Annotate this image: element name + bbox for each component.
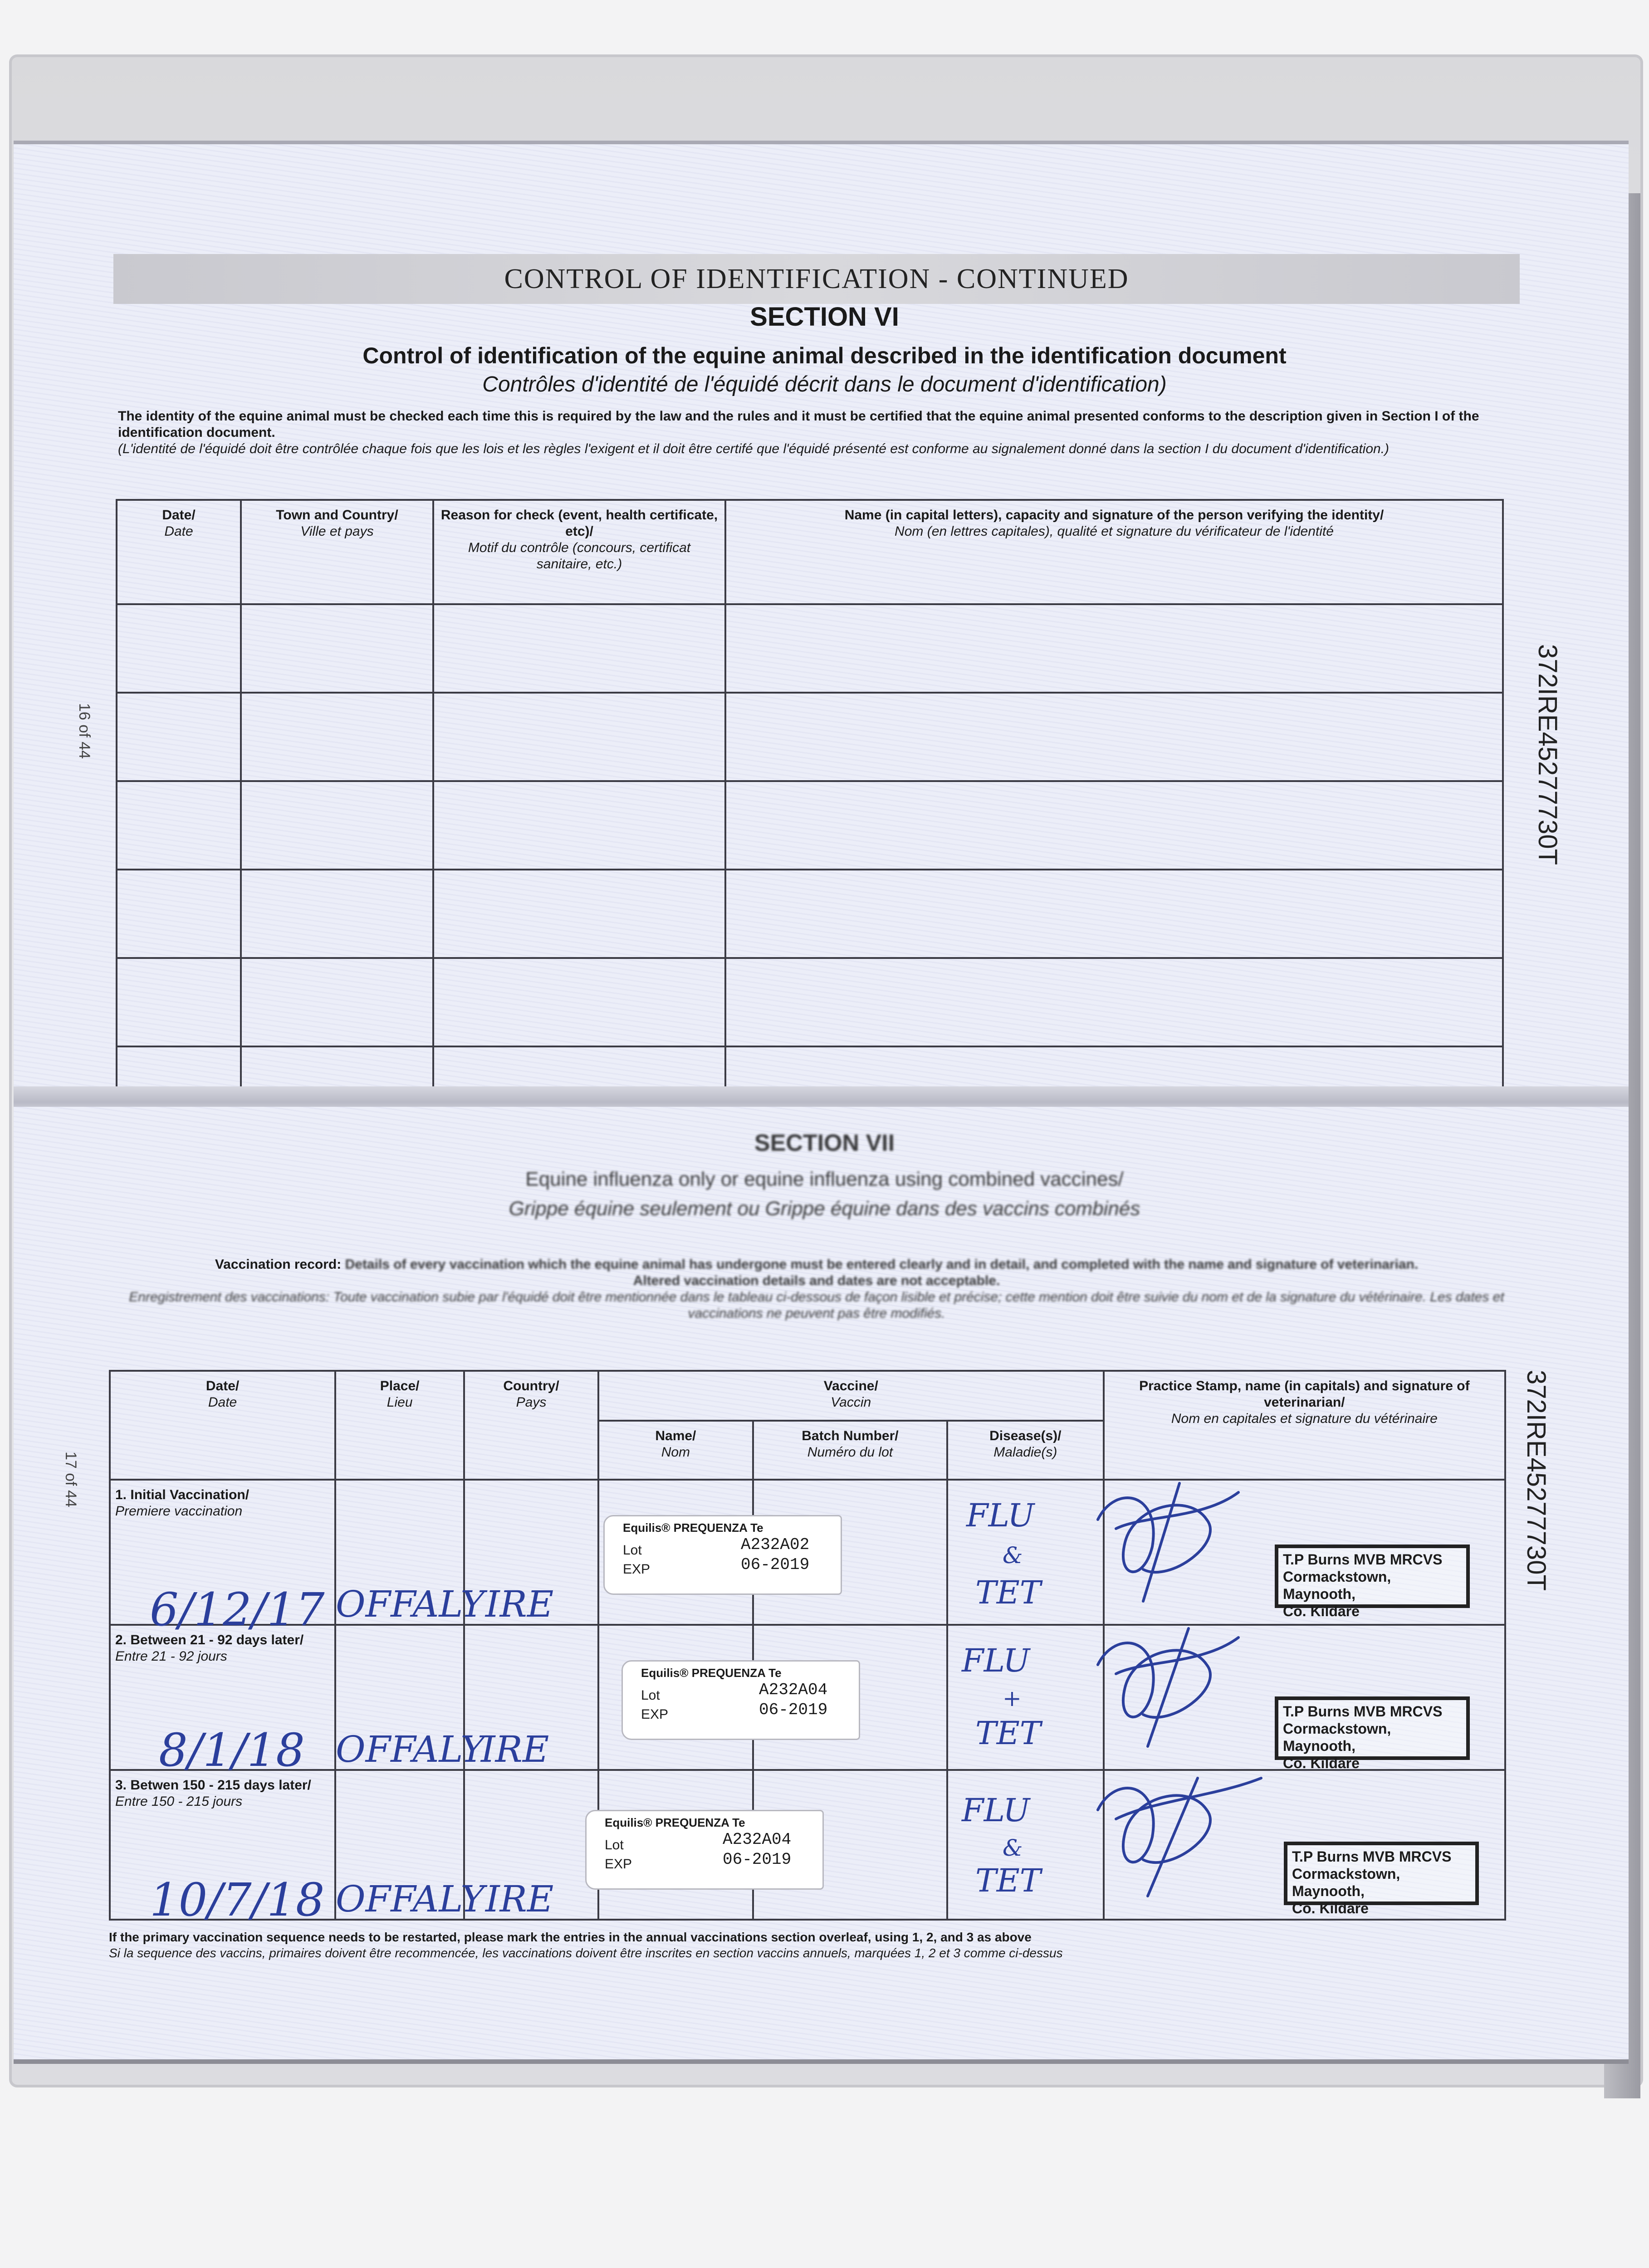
intro-label: Vaccination record:	[215, 1257, 342, 1272]
vaccine-sticker: Equilis® PREQUENZA Te Lot EXP A232A04 06-2019	[585, 1810, 824, 1890]
practice-stamp: T.P Burns MVB MRCVS Cormackstown, Maynooth, Co. Kildare	[1275, 1696, 1470, 1760]
document-code: 372IRE45277730T	[1533, 644, 1562, 865]
col-vaccine: Vaccine/ Vaccin	[598, 1371, 1104, 1421]
expiry-date: 06-2019	[741, 1555, 810, 1574]
col-date: Date/ Date	[117, 500, 241, 604]
handwritten-place: OFFALY	[336, 1583, 485, 1625]
row-label: 2. Between 21 - 92 days later/ Entre 21 - 92 jours	[110, 1625, 335, 1770]
row-label: 1. Initial Vaccination/ Premiere vaccination	[110, 1480, 335, 1625]
disease-line: TET	[975, 1715, 1041, 1752]
intro-en-2: Altered vaccination details and dates are not acceptable.	[633, 1273, 1000, 1288]
identity-check-table	[116, 499, 1504, 1102]
section-heading: SECTION VI	[750, 302, 899, 332]
col-batch: Batch Number/ Numéro du lot	[753, 1421, 947, 1480]
disease-line: TET	[975, 1862, 1041, 1899]
vaccination-title-fr: Grippe équine seulement ou Grippe équine dans des vaccins combinés	[509, 1198, 1140, 1220]
disease-line: TET	[975, 1574, 1041, 1611]
disease-line: FLU	[962, 1792, 1030, 1829]
disease-line: &	[1003, 1542, 1023, 1569]
page-number: 17 of 44	[62, 1452, 79, 1507]
document-code: 372IRE45277730T	[1522, 1370, 1551, 1591]
section-heading-vii: SECTION VII	[754, 1130, 895, 1156]
practice-stamp: T.P Burns MVB MRCVS Cormackstown, Maynooth, Co. Kildare	[1275, 1545, 1470, 1608]
intro-fr: (L'identité de l'équidé doit être contrôlée chaque fois que les lois et les règles l'exigent et il doit être certifé que l'équidé présenté est conforme au signalement donné dans la section I du document d'identification.)	[118, 441, 1390, 456]
disease-line: FLU	[966, 1497, 1035, 1534]
col-disease: Disease(s)/ Maladie(s)	[947, 1421, 1104, 1480]
table-row	[117, 693, 1503, 781]
handwritten-date: 8/1/18	[159, 1724, 305, 1777]
handwritten-country: IRE	[485, 1878, 554, 1920]
intro-en: Details of every vaccination which the equine animal has undergone must be entered clearly and in detail, and completed with the name and signature of veterinarian.	[345, 1257, 1419, 1272]
vaccination-title: Equine influenza only or equine influenza using combined vaccines/	[525, 1168, 1124, 1190]
col-place: Place/ Lieu	[335, 1371, 464, 1480]
disease-line: +	[1003, 1685, 1022, 1711]
table-row	[117, 870, 1503, 958]
handwritten-place: OFFALY	[336, 1728, 485, 1770]
banner-heading: CONTROL OF IDENTIFICATION - CONTINUED	[113, 254, 1520, 304]
disease-line: &	[1003, 1835, 1023, 1861]
batch-number: A232A04	[759, 1681, 828, 1699]
col-date: Date/ Date	[110, 1371, 335, 1480]
page-number: 16 of 44	[76, 703, 93, 759]
col-country: Country/ Pays	[464, 1371, 598, 1480]
vaccine-sticker: Equilis® PREQUENZA Te Lot EXP A232A02 06-2019	[603, 1515, 842, 1595]
col-verifier: Name (in capital letters), capacity and signature of the person verifying the identity/ Nom (en lettres capitales), qualité et signature du vérificateur de l'identité	[725, 500, 1503, 604]
intro-en: The identity of the equine animal must be checked each time this is required by the law and the rules and it must be certified that the equine animal presented conforms to the description given in Section I of the identification document.	[118, 409, 1479, 440]
page-title: Control of identification of the equine animal described in the identification document	[362, 343, 1287, 368]
col-stamp: Practice Stamp, name (in capitals) and signature of veterinarian/ Nom en capitales et signature du vétérinaire	[1104, 1371, 1505, 1480]
col-town: Town and Country/ Ville et pays	[241, 500, 433, 604]
handwritten-date: 10/7/18	[150, 1873, 325, 1926]
handwritten-country: IRE	[485, 1583, 554, 1625]
intro-text	[118, 408, 1502, 457]
footnote-fr: Si la sequence des vaccins, primaires doivent être recommencée, les vaccinations doivent être inscrites en section vaccins annuels, marquées 1, 2 et 3 comme ci-dessus	[109, 1946, 1063, 1960]
batch-number: A232A04	[723, 1830, 792, 1849]
signature-icon	[1089, 1465, 1270, 1941]
intro-fr: Enregistrement des vaccinations: Toute vaccination subie par l'équidé doit être mentionnée dans le tableau ci-dessous de façon lisible et précise; cette mention doit être suivie du nom et de la signature du vétérinaire. Les dates et vaccinations ne peuvent pas être modifiés.	[129, 1290, 1504, 1321]
table-row	[117, 781, 1503, 870]
vaccine-sticker: Equilis® PREQUENZA Te Lot EXP A232A04 06-2019	[621, 1660, 860, 1740]
table-row	[117, 958, 1503, 1046]
page-title-fr: Contrôles d'identité de l'équidé décrit dans le document d'identification)	[482, 372, 1167, 396]
vaccination-intro	[122, 1256, 1511, 1322]
handwritten-date: 6/12/17	[150, 1583, 325, 1636]
batch-number: A232A02	[741, 1535, 810, 1554]
disease-line: FLU	[962, 1642, 1030, 1679]
footnote-en: If the primary vaccination sequence needs to be restarted, please mark the entries in the annual vaccinations section overleaf, using 1, 2, and 3 as above	[109, 1930, 1032, 1944]
handwritten-country: IRE	[481, 1728, 549, 1770]
col-vaccine-name: Name/ Nom	[598, 1421, 753, 1480]
col-reason: Reason for check (event, health certificate, etc)/ Motif du contrôle (concours, certificat sanitaire, etc.)	[433, 500, 725, 604]
expiry-date: 06-2019	[759, 1701, 828, 1719]
handwritten-place: OFFALY	[336, 1878, 485, 1920]
expiry-date: 06-2019	[723, 1850, 792, 1869]
row-label: 3. Betwen 150 - 215 days later/ Entre 150 - 215 jours	[110, 1770, 335, 1920]
table-row	[117, 604, 1503, 693]
practice-stamp: T.P Burns MVB MRCVS Cormackstown, Maynooth, Co. Kildare	[1284, 1842, 1479, 1905]
